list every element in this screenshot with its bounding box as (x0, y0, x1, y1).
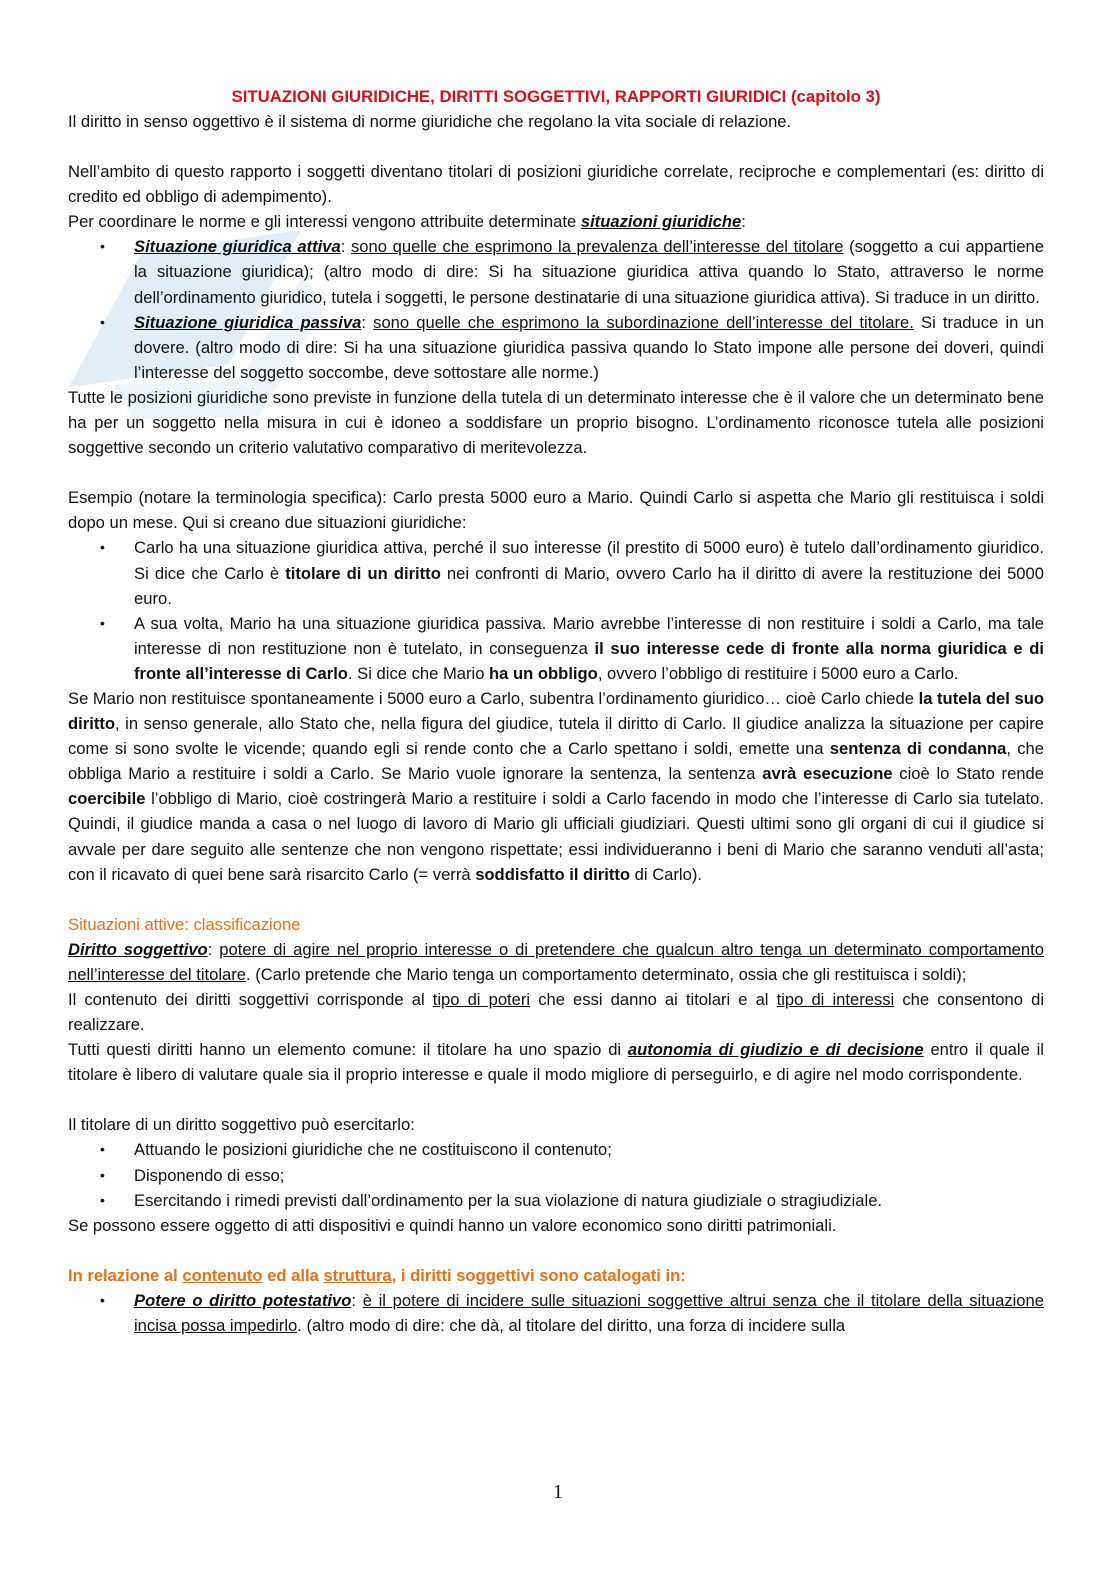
term-diritto-soggettivo: Diritto soggettivo (68, 939, 208, 959)
term-situazione-attiva: Situazione giuridica attiva (134, 237, 341, 257)
paragraph-contenuto: Il contenuto dei diritti soggettivi corrisponde al tipo di poteri che essi danno ai titolari e al tipo di interessi che consentono di realizzare. (68, 990, 1045, 1035)
list-item: • A sua volta, Mario ha una situazione giuridica passiva. Mario avrebbe l’interesse di non restituire i soldi a Carlo, ma tale interesse di non restituzione non è tutelato, in conseguenza il suo interesse cede di fronte alla norma giuridica e di fronte all’interesse di Carlo. Si dice che Mario ha un obbligo, ovvero l’obbligo di restituire i 5000 euro a Carlo. (68, 611, 1044, 686)
list-item: • Esercitando i rimedi previsti dall’ordinamento per la sua violazione di natura giudiziale o stragiudiziale. (68, 1188, 1044, 1213)
list-item: • Disponendo di esso; (68, 1163, 1044, 1188)
paragraph-patrimoniali: Se possono essere oggetto di atti dispositivi e quindi hanno un valore economico sono diritti patrimoniali. (68, 1215, 837, 1235)
bullet-icon: • (100, 1191, 105, 1208)
term-autonomia: autonomia di giudizio e di decisione (627, 1040, 924, 1060)
list-item: • Potere o diritto potestativo: è il potere di incidere sulle situazioni soggettive altrui senza che il titolare della situazione incisa possa impedirlo. (altro modo di dire: che dà, al titolare del diritto, una forza di incidere sulla (68, 1288, 1044, 1338)
page-title: SITUAZIONI GIURIDICHE, DIRITTI SOGGETTIVI, RAPPORTI GIURIDICI (capitolo 3) (231, 87, 881, 106)
section-heading-catalogati: In relazione al contenuto ed alla struttura, i diritti soggettivi sono catalogati in: (68, 1265, 686, 1285)
page-number: 1 (553, 1481, 563, 1503)
bullet-icon: • (100, 614, 105, 631)
paragraph-tutela: Se Mario non restituisce spontaneamente i 5000 euro a Carlo, subentra l’ordinamento giuridico… cioè Carlo chiede la tutela del suo diritto, in senso generale, allo Stato che, nella figura del giudice, tutela il diritto di Carlo. Il giudice analizza la situazione per capire come si sono svolte le vicende; quando egli si rende conto che a Carlo spettano i soldi, emette una sentenza di condanna, che obbliga Mario a restituire i soldi a Carlo. Se Mario vuole ignorare la sentenza, la sentenza avrà esecuzione cioè lo Stato rende coercibile l’obbligo di Mario, cioè costringerà Mario a restituire i soldi a Carlo facendo in modo che l’interesse di Carlo sia tutelato. Quindi, il giudice manda a casa o nel luogo di lavoro di Mario gli ufficiali giudiziari. Questi ultimi sono gli organi di cui il giudice si avvale per dare seguito alle sentenze che non vengono rispettate; essi individueranno i beni di Mario che saranno venduti all’asta; con il ricavato di quei bene sarà risarcito Carlo (= verrà soddisfatto il diritto di Carlo). (68, 688, 1045, 884)
paragraph-intro: Il diritto in senso oggettivo è il sistema di norme giuridiche che regolano la vita sociale di relazione. (68, 112, 792, 131)
paragraph-esempio: Esempio (notare la terminologia specifica): Carlo presta 5000 euro a Mario. Quindi Carlo si aspetta che Mario gli restituisca i soldi dopo un mese. Qui si creano due situazioni giuridiche: (68, 488, 1044, 533)
paragraph-rapporto: Nell’ambito di questo rapporto i soggetti diventano titolari di posizioni giuridiche correlate, reciproche e complementari (es: diritto di credito ed obbligo di adempimento). (68, 162, 1044, 207)
document-body (68, 84, 1044, 1338)
bullet-icon: • (100, 1166, 105, 1183)
paragraph-esercitarlo: Il titolare di un diritto soggettivo può esercitarlo: (68, 1115, 415, 1135)
paragraph-coordinare: Per coordinare le norme e gli interessi vengono attribuite determinate situazioni giuridiche: (68, 212, 746, 232)
list-item: • Situazione giuridica attiva: sono quelle che esprimono la prevalenza dell’interesse del titolare (soggetto a cui appartiene la situazione giuridica); (altro modo di dire: Si ha situazione giuridica attiva quando lo Stato, attraverso le norme dell’ordinamento giuridico, tutela i soggetti, le persone destinatarie di una situazione giuridica attiva). Si traduce in un diritto. (68, 234, 1044, 309)
bullet-icon: • (100, 238, 105, 255)
list-item: • Situazione giuridica passiva: sono quelle che esprimono la subordinazione dell’interesse del titolare. Si traduce in un dovere. (altro modo di dire: Si ha una situazione giuridica passiva quando lo Stato impone alle persone dei doveri, quindi l’interesse del soggetto soccombe, deve sottostare alle norme.) (68, 310, 1044, 385)
bullet-icon: • (100, 313, 105, 330)
bullet-icon: • (100, 539, 105, 556)
term-situazioni-giuridiche: situazioni giuridiche (580, 212, 742, 232)
paragraph-diritto-soggettivo: Diritto soggettivo: potere di agire nel proprio interesse o di pretendere che qualcun altro tenga un determinato comportamento nell’interesse del titolare. (Carlo pretende che Mario tenga un comportamento determinato, ossia che gli restituisca i soldi); (68, 939, 1044, 984)
exercise-list (68, 1137, 1044, 1212)
situations-list (68, 234, 1044, 385)
bullet-icon: • (100, 1291, 105, 1308)
list-item: • Carlo ha una situazione giuridica attiva, perché il suo interesse (il prestito di 5000 euro) è tutelo dall’ordinamento giuridico. Si dice che Carlo è titolare di un diritto nei confronti di Mario, ovvero Carlo ha il diritto di avere la restituzione dei 5000 euro. (68, 535, 1044, 610)
example-list (68, 535, 1044, 686)
bullet-icon: • (100, 1141, 105, 1158)
list-item: • Attuando le posizioni giuridiche che ne costituiscono il contenuto; (68, 1137, 1044, 1162)
term-situazione-passiva: Situazione giuridica passiva (134, 312, 362, 332)
term-potere-potestativo: Potere o diritto potestativo (134, 1290, 352, 1310)
section-heading-classificazione: Situazioni attive: classificazione (68, 914, 301, 934)
paragraph-posizioni: Tutte le posizioni giuridiche sono previste in funzione della tutela di un determinato interesse che è il valore che un determinato bene ha per un soggetto nella misura in cui è idoneo a soddisfare un proprio bisogno. L’ordinamento riconosce tutela alle posizioni soggettive secondo un criterio valutativo comparativo di meritevolezza. (68, 387, 1044, 458)
paragraph-autonomia: Tutti questi diritti hanno un elemento comune: il titolare ha uno spazio di autonomia di giudizio e di decisione entro il quale il titolare è libero di valutare quale sia il proprio interesse e quale il modo migliore di perseguirlo, e di agire nel modo corrispondente. (68, 1040, 1044, 1085)
catalog-list (68, 1288, 1044, 1338)
